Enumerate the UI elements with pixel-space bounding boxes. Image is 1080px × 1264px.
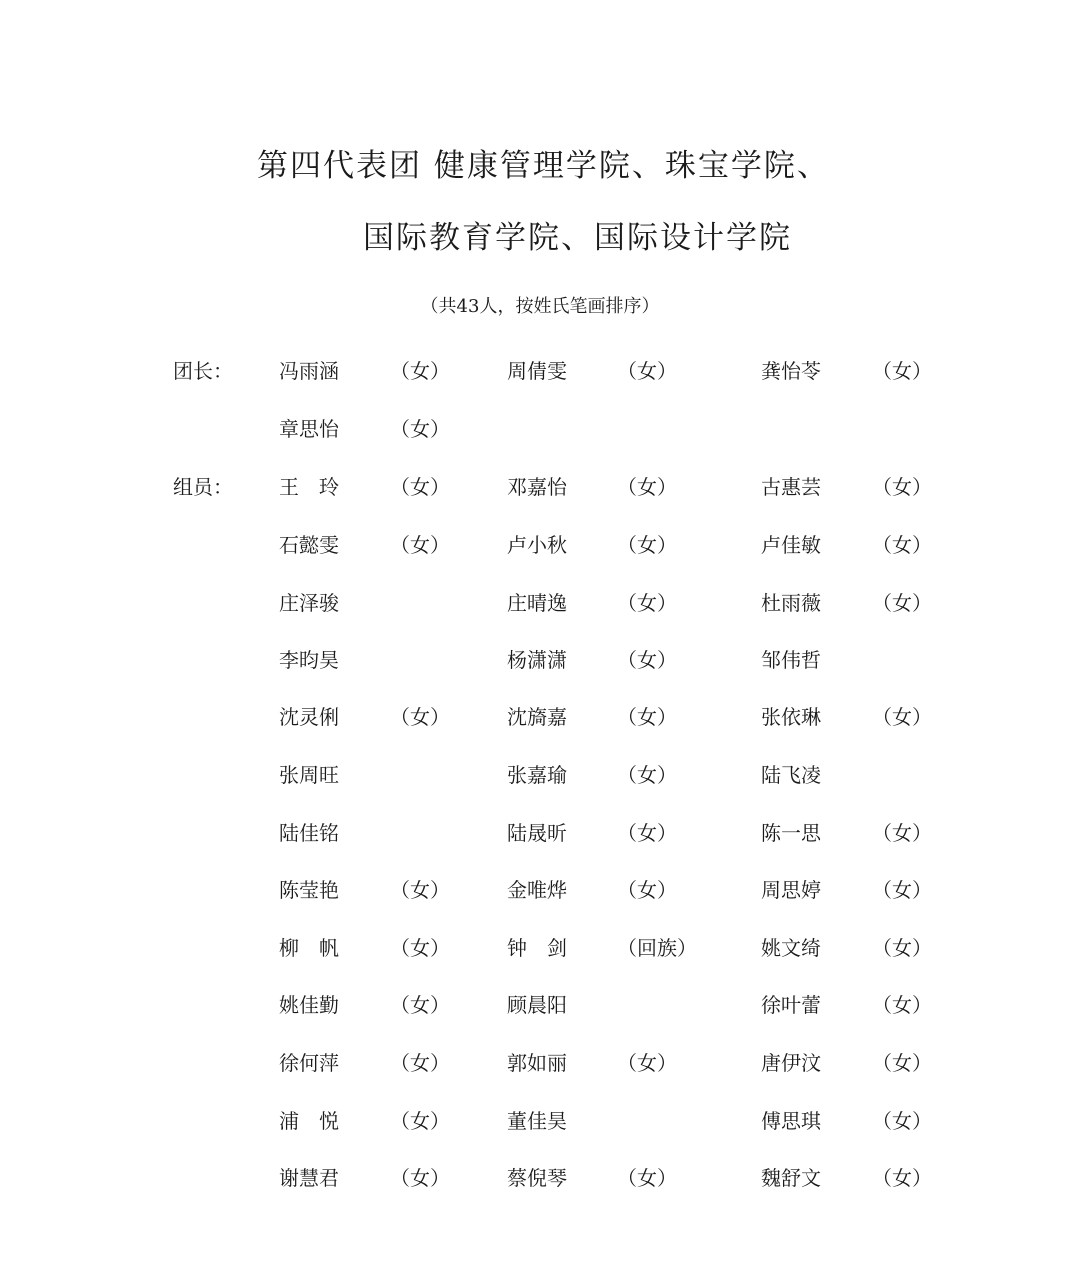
member-name: 浦 悦 [279, 1109, 339, 1133]
member-note: （女） [617, 648, 677, 672]
member-name: 张依琳 [761, 705, 821, 729]
member-name: 魏舒文 [761, 1166, 821, 1190]
member-note: （女） [617, 821, 677, 845]
member-row [0, 818, 1080, 848]
member-name: 龚怡苓 [761, 359, 821, 383]
member-name: 唐伊汶 [761, 1051, 821, 1075]
member-note: （女） [617, 475, 677, 499]
member-note: （女） [872, 936, 932, 960]
member-row [0, 1106, 1080, 1136]
document-title-line-1: 第四代表团 健康管理学院、珠宝学院、 [257, 148, 830, 184]
member-name: 冯雨涵 [279, 359, 339, 383]
member-note: （女） [872, 475, 932, 499]
member-name: 周倩雯 [507, 359, 567, 383]
member-note: （女） [872, 533, 932, 557]
member-name: 徐何萍 [279, 1051, 339, 1075]
member-note: （女） [872, 1166, 932, 1190]
member-row [0, 702, 1080, 732]
member-name: 董佳昊 [507, 1109, 567, 1133]
member-name: 柳 帆 [279, 936, 339, 960]
member-note: （女） [872, 821, 932, 845]
member-name: 周思婷 [761, 878, 821, 902]
member-name: 古惠芸 [761, 475, 821, 499]
member-name: 章思怡 [279, 417, 339, 441]
document-title-line-2: 国际教育学院、国际设计学院 [363, 220, 792, 256]
member-name: 陆晟昕 [507, 821, 567, 845]
member-note: （女） [872, 591, 932, 615]
member-name: 庄泽骏 [279, 591, 339, 615]
member-name: 杨潇潇 [507, 648, 567, 672]
member-name: 张周旺 [279, 763, 339, 787]
member-note: （女） [872, 705, 932, 729]
member-note: （女） [617, 591, 677, 615]
member-note: （女） [390, 936, 450, 960]
member-note: （女） [872, 1051, 932, 1075]
document-subtitle: （共43人，按姓氏笔画排序） [420, 296, 660, 317]
member-note: （女） [617, 533, 677, 557]
member-row [0, 990, 1080, 1020]
member-label: 组员： [173, 475, 233, 499]
member-note: （女） [872, 359, 932, 383]
member-note: （女） [617, 1166, 677, 1190]
member-name: 姚佳勤 [279, 993, 339, 1017]
member-row [0, 875, 1080, 905]
member-name: 郭如丽 [507, 1051, 567, 1075]
member-note: （女） [390, 878, 450, 902]
member-note: （女） [390, 1109, 450, 1133]
member-name: 顾晨阳 [507, 993, 567, 1017]
member-note: （女） [390, 1166, 450, 1190]
leader-row [0, 356, 1080, 386]
member-note: （女） [617, 878, 677, 902]
member-name: 庄晴逸 [507, 591, 567, 615]
member-note: （女） [390, 993, 450, 1017]
member-name: 邹伟哲 [761, 648, 821, 672]
member-row [0, 588, 1080, 618]
member-name: 石懿雯 [279, 533, 339, 557]
member-name: 金唯烨 [507, 878, 567, 902]
member-row [0, 530, 1080, 560]
member-note: （女） [872, 1109, 932, 1133]
member-name: 邓嘉怡 [507, 475, 567, 499]
member-note: （女） [617, 763, 677, 787]
member-name: 蔡倪琴 [507, 1166, 567, 1190]
member-note: （女） [617, 1051, 677, 1075]
member-note: （女） [872, 878, 932, 902]
member-name: 杜雨薇 [761, 591, 821, 615]
member-row [0, 645, 1080, 675]
member-name: 李昀昊 [279, 648, 339, 672]
member-note: （女） [390, 705, 450, 729]
member-note: （女） [390, 475, 450, 499]
member-name: 陆佳铭 [279, 821, 339, 845]
member-name: 姚文绮 [761, 936, 821, 960]
member-name: 陈一思 [761, 821, 821, 845]
member-name: 陆飞凌 [761, 763, 821, 787]
member-name: 钟 剑 [507, 936, 567, 960]
member-note: （女） [390, 1051, 450, 1075]
member-note: （女） [390, 533, 450, 557]
member-name: 谢慧君 [279, 1166, 339, 1190]
leader-row [0, 414, 1080, 444]
member-row [0, 760, 1080, 790]
member-row [0, 1048, 1080, 1078]
member-note: （女） [390, 359, 450, 383]
leader-label: 团长： [173, 359, 233, 383]
member-row [0, 472, 1080, 502]
member-note: （回族） [617, 936, 697, 960]
member-name: 卢小秋 [507, 533, 567, 557]
member-name: 陈莹艳 [279, 878, 339, 902]
member-row [0, 1163, 1080, 1193]
member-name: 徐叶蕾 [761, 993, 821, 1017]
member-name: 王 玲 [279, 475, 339, 499]
member-name: 沈旖嘉 [507, 705, 567, 729]
member-note: （女） [872, 993, 932, 1017]
member-name: 卢佳敏 [761, 533, 821, 557]
member-name: 沈灵俐 [279, 705, 339, 729]
member-note: （女） [617, 705, 677, 729]
member-name: 傅思琪 [761, 1109, 821, 1133]
member-name: 张嘉瑜 [507, 763, 567, 787]
member-note: （女） [390, 417, 450, 441]
member-note: （女） [617, 359, 677, 383]
member-row [0, 933, 1080, 963]
